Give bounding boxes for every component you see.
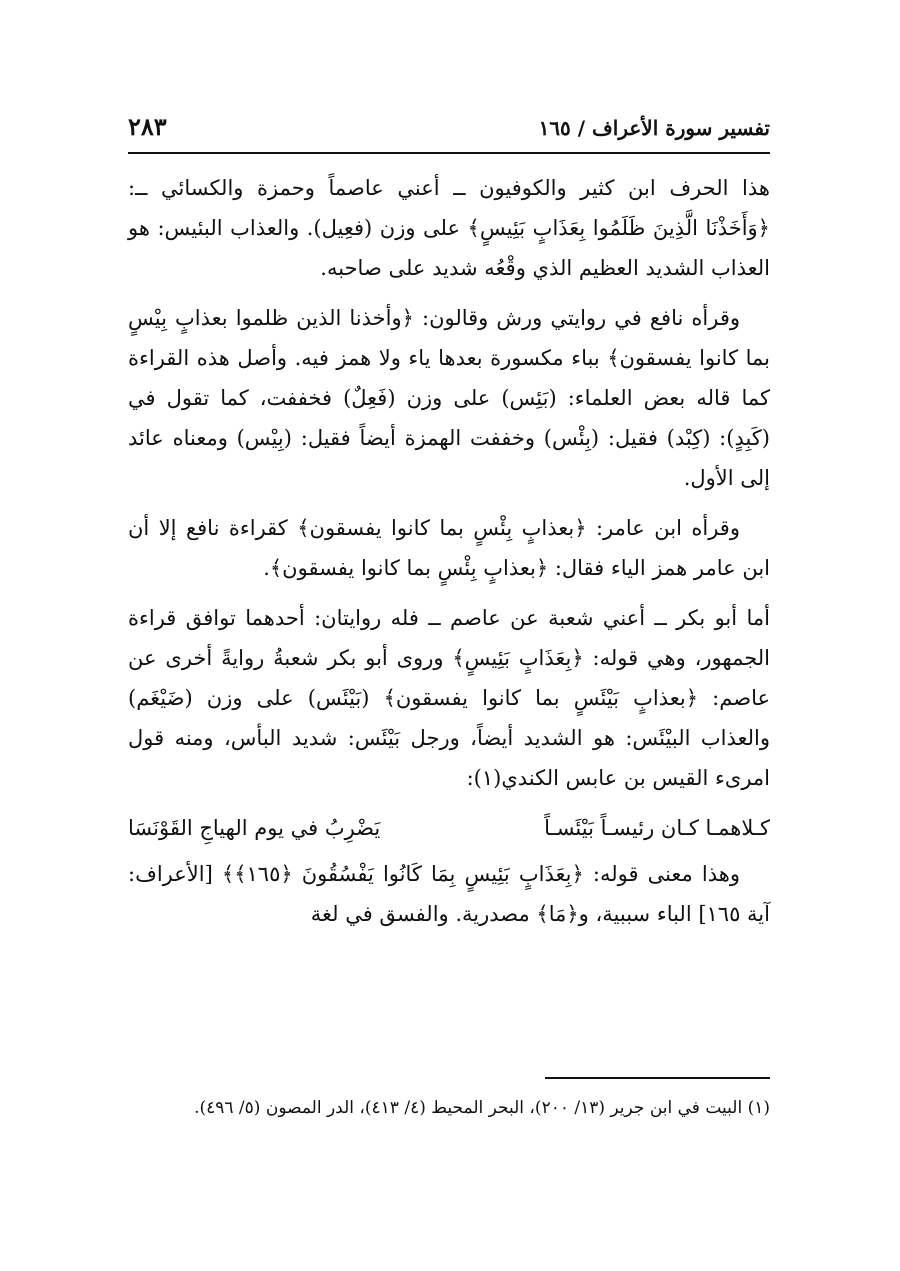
- page-body: [128, 168, 770, 944]
- paragraph-3: وقرأه ابن عامر: ﴿بعذابٍ بِئْسٍ بما كانوا يفسقون﴾ كقراءة نافع إلا أن ابن عامر همز الياء فقال: ﴿بعذابٍ بِئْسٍ بما كانوا يفسقون﴾.: [128, 516, 770, 580]
- paragraph-5: وهذا معنى قوله: ﴿بِعَذَابٍ بَئِيسٍ بِمَا كَانُوا يَفْسُقُونَ ﴿١٦٥﴾﴾ [الأعراف: آية ١٦٥] الباء سببية، و﴿مَا﴾ مصدرية. والفسق في لغة: [128, 862, 770, 926]
- page-number: ٢٨٣: [128, 112, 167, 141]
- footnote-divider: [545, 1077, 770, 1079]
- footnote-1: (١) البيت في ابن جرير (١٣/ ٢٠٠)، البحر المحيط (٤/ ٤١٣)، الدر المصون (٥/ ٤٩٦).: [194, 1098, 770, 1118]
- paragraph-4: أما أبو بكر ــ أعني شعبة عن عاصم ــ فله روايتان: أحدهما توافق قراءة الجمهور، وهي قوله: ﴿بِعَذَابٍ بَئِيسٍ﴾ وروى أبو بكر شعبةُ روايةً أخرى عن عاصم: ﴿بعذابٍ بَيْئَسٍ بما كانوا يفسقون﴾ (بَيْئَس) على وزن (ضَيْغَم) والعذاب البيْئَس: هو الشديد أيضاً، ورجل بَيْئَس: شديد البأس، ومنه قول امرىء القيس بن عابس الكندي(١):: [128, 606, 770, 790]
- verse-first-hemistich: كـلاهمـا كـان رئيسـاً بَيْئَسـاً: [544, 816, 770, 840]
- running-title: تفسير سورة الأعراف / ١٦٥: [538, 116, 770, 140]
- poetry-verse: [128, 808, 770, 848]
- paragraph-1: هذا الحرف ابن كثير والكوفيون ــ أعني عاصماً وحمزة والكسائي ــ: ﴿وَأَخَذْنَا الَّذِينَ ظَلَمُوا بِعَذَابٍ بَئِيسٍ﴾ على وزن (فعِيل). والعذاب البئيس: هو العذاب الشديد العظيم الذي وقْعُه شديد على صاحبه.: [128, 176, 770, 280]
- footnotes: [128, 1092, 770, 1134]
- page-header: [128, 112, 770, 154]
- verse-second-hemistich: يَضْرِبُ في يوم الهياجِ القَوْنَسَا: [128, 816, 381, 840]
- paragraph-2: وقرأه نافع في روايتي ورش وقالون: ﴿وأخذنا الذين ظلموا بعذابٍ بِيْسٍ بما كانوا يفسقون﴾ بباء مكسورة بعدها ياء ولا همز فيه. وأصل هذه القراءة كما قاله بعض العلماء: (بَئِس) على وزن (فَعِلٌ) فخففت، كما تقول في (كَبِدٍ): (كِبْد) فقيل: (بِئْس) وخففت الهمزة أيضاً فقيل: (بِيْس) ومعناه عائد إلى الأول.: [128, 306, 770, 490]
